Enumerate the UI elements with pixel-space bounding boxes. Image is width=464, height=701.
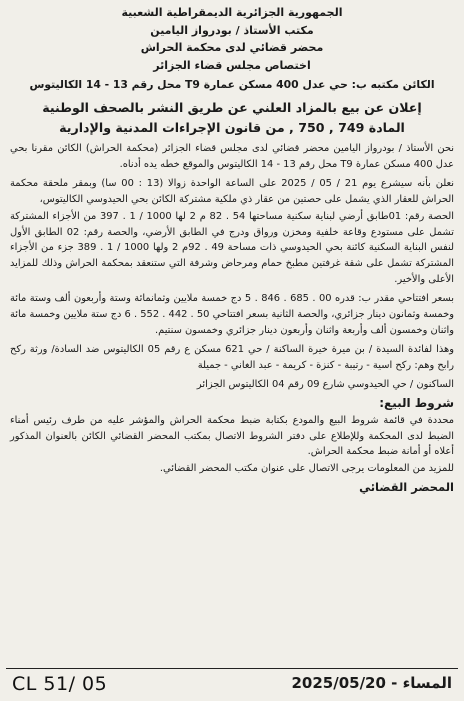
paragraph-opening-price: بسعر افتتاحي مقدر ب: قدره 00 . 685 . 846 . 5 دج خمسة ملايين وثمانمائة وستة وأربعون ألف وستة مائة وخمسة وثمانون دينار جزائري، والحصة الثانية بسعر افتتاحي 50 . 442 . 552 . 6 دج ستة ملايين وخمسة مائة واثنان وخمسون ألف وأربعة واثنان وأربعون دينار جزائري وخمسون سنتيم. — [10, 293, 454, 336]
paragraph-conditions: محددة في قائمة شروط البيع والمودع بكتابة ضبط محكمة الحراش والمؤشر عليه من طرف رئيس أمناء الضبط لدى المحكمة وللإطلاع على دفتر الشروط الاتصال بمكتب المحضر القضائي الكائن بالعنوان المذكور أعلاه أو أمانة ضبط محكمة الحراش. — [10, 414, 454, 458]
paragraph-intro: نحن الأستاذ / بودرواز اليامين محضر قضائي لدى مجلس قضاء الجزائر (محكمة الحراش) الكائن مقرنا بحي عدل 400 مسكن عمارة T9 محل رقم 13 - 14 الكاليتوس والموقع خطه يده أدناه. — [10, 143, 454, 170]
publication-date: المساء - 2025/05/20 — [291, 674, 452, 692]
office-address: الكائن مكتبه ب: حي عدل 400 مسكن عمارة T9 محل رقم 13 - 14 الكاليتوس — [29, 78, 435, 91]
legal-notice — [6, 4, 458, 668]
notice-title — [10, 98, 454, 138]
notice-header — [10, 4, 454, 74]
signature: المحضر القضائي — [359, 480, 454, 495]
reference-code: CL 51/ 05 — [12, 673, 108, 695]
bailiff-title: محضر قضائي لدى محكمة الحراش — [140, 41, 324, 54]
republic-name: الجمهورية الجزائرية الديمقراطية الشعبية — [121, 6, 343, 19]
jurisdiction: اختصاص مجلس قضاء الجزائر — [153, 58, 311, 72]
notice-footer — [6, 668, 458, 699]
title-line-2: المادة 749 , 750 , من قانون الإجراءات المدنية والإدارية — [59, 120, 405, 135]
conditions-heading: شروط البيع: — [379, 395, 454, 410]
office-name: مكتب الأستاذ / بودرواز اليامين — [150, 23, 314, 37]
paragraph-residence: الساكنون / حي الحيدوسي شارع 09 رقم 04 الكاليتوس الجزائر — [196, 378, 454, 390]
paragraph-auction-date: نعلن بأنه سيشرع يوم 21 / 05 / 2025 على الساعة الواحدة زوالا (13 : 00 سا) وبمقر ملحقة محكمة الحراش للعقار الذي يشمل على حصتين من عقار ذي ملكية مشتركة الكائن بحي الحيدوسي الكاليتوس، — [10, 177, 454, 205]
paragraph-contact: للمزيد من المعلومات يرجى الاتصال على عنوان مكتب المحضر القضائي. — [159, 463, 454, 475]
paragraph-parties: وهذا لفائدة السيدة / بن ميرة خيرة الساكنة / حي 621 مسكن ع رقم 05 الكاليتوس ضد السادة/ ورثة ركح رابح وهم: ركح اسية - رتيبة - كنزة - كريمة - عبد الغاني - جميلة — [10, 343, 454, 371]
paragraph-property-lots: الحصة رقم: 01طابق أرضي لبناية سكنية مساحتها 54 . 82 م 2 لها 1000 / 1 . 397 من الأجزاء المشتركة تشمل على مستودع وقاعة خلفية ومخزن ورواق ودرج في الطابق الأرضي، والحصة رقم: 02 الطابق الأول لنفس البناية السكنية كائنة بحي الحيدوسي ذات مساحة 49 . 92م 2 ولها 1000 / 1 . 389 جزء من الأجزاء المشتركة تشمل على شقة غرفتين مطبخ حمام ومرحاض وشرفة التي ستنعقد بمحكمة الحراش وذلك للمزايد الأعلى والأخير. — [10, 210, 455, 286]
title-line-1: إعلان عن بيع بالمزاد العلني عن طريق النشر بالصحف الوطنية — [42, 100, 422, 115]
